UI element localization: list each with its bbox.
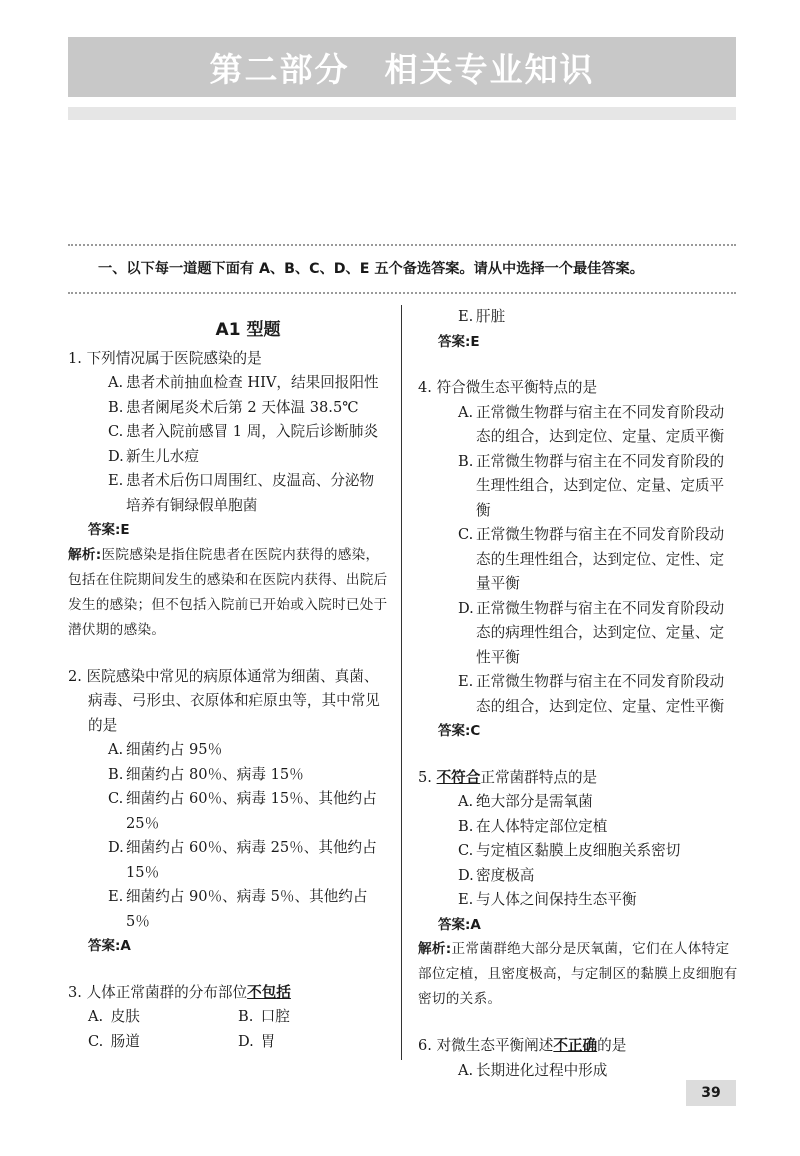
options-row (68, 1005, 388, 1030)
option-e: E. 正常微生物群与宿主在不同发育阶段动态的组合，达到定位、定量、定性平衡 (458, 673, 725, 715)
option-c: C. 肠道 (88, 1032, 140, 1050)
page-number: 39 (686, 1080, 736, 1106)
option-e: E. 细菌约占 90％、病毒 5％、其他约占 5％ (108, 888, 368, 930)
question-3 (68, 981, 388, 1055)
options-row (68, 1030, 388, 1055)
question-6 (418, 1034, 738, 1083)
option-b: B. 患者阑尾炎术后第 2 天体温 38.5℃ (108, 398, 359, 416)
answer: 答案:E (88, 522, 130, 538)
section-instruction: 一、以下每一道题下面有 A、B、C、D、E 五个备选答案。请从中选择一个最佳答案。 (98, 261, 644, 277)
left-column (68, 312, 388, 1054)
answer: 答案:A (438, 916, 481, 933)
question-stem: 1. 下列情况属于医院感染的是 (68, 349, 262, 367)
column-divider (401, 305, 402, 1060)
question-stem: 6. 对微生态平衡阐述不正确的是 (418, 1037, 627, 1054)
option-b: B. 细菌约占 80％、病毒 15％ (108, 765, 304, 783)
divider-dotted-top (68, 244, 736, 246)
option-a: A. 细菌约占 95％ (108, 741, 223, 758)
question-4 (418, 376, 738, 744)
option-e: E. 与人体之间保持生态平衡 (458, 891, 637, 908)
option-e: E. 肝脏 (458, 308, 506, 325)
option-c: C. 正常微生物群与宿主在不同发育阶段动态的生理性组合，达到定位、定性、定量平衡 (458, 526, 725, 592)
question-stem: 3. 人体正常菌群的分布部位不包括 (68, 983, 291, 1001)
analysis: 解析:正常菌群绝大部分是厌氧菌，它们在人体特定部位定植，且密度极高，与定制区的黏膜上皮细胞有密切的关系。 (418, 941, 738, 1007)
chapter-title-bar (68, 37, 736, 97)
option-a: A. 正常微生物群与宿主在不同发育阶段动态的组合，达到定位、定量、定质平衡 (458, 403, 725, 445)
question-stem: 5. 不符合正常菌群特点的是 (418, 768, 598, 786)
divider-dotted-bottom (68, 292, 736, 294)
chapter-title: 第二部分 相关专业知识 (209, 49, 595, 89)
option-c: C. 与定植区黏膜上皮细胞关系密切 (458, 842, 681, 859)
emphasis: 不符合 (436, 768, 481, 786)
question-1 (68, 347, 388, 643)
title-stripe (68, 107, 736, 120)
emphasis: 不正确 (553, 1037, 598, 1054)
option-d: D. 新生儿水痘 (108, 447, 199, 465)
section-heading: A1 型题 (215, 320, 281, 340)
question-3-continued (418, 305, 738, 354)
option-b: B. 口腔 (238, 1008, 290, 1025)
question-stem: 2. 医院感染中常见的病原体通常为细菌、真菌、病毒、弓形虫、衣原体和疟原虫等，其中常见的是 (68, 667, 380, 734)
option-e: E. 患者术后伤口周围红、皮温高、分泌物培养有铜绿假单胞菌 (108, 472, 375, 514)
answer: 答案:C (438, 723, 481, 739)
option-a: A. 皮肤 (88, 1008, 140, 1025)
option-b: B. 正常微生物群与宿主在不同发育阶段的生理性组合，达到定位、定量、定质平衡 (458, 452, 725, 519)
analysis: 解析:医院感染是指住院患者在医院内获得的感染，包括在住院期间发生的感染和在医院内获得、出院后发生的感染；但不包括入院前已开始或入院时已处于潜伏期的感染。 (68, 546, 388, 638)
question-2 (68, 665, 388, 959)
option-a: A. 患者术前抽血检查 HIV，结果回报阳性 (108, 374, 379, 391)
option-d: D. 细菌约占 60％、病毒 25％、其他约占 15％ (108, 839, 377, 881)
option-d: D. 正常微生物群与宿主在不同发育阶段动态的病理性组合，达到定位、定量、定性平衡 (458, 599, 725, 666)
right-column (418, 305, 738, 1083)
option-c: C. 细菌约占 60％、病毒 15％、其他约占 25％ (108, 790, 377, 832)
option-c: C. 患者入院前感冒 1 周，入院后诊断肺炎 (108, 423, 379, 440)
emphasis: 不包括 (247, 983, 291, 1001)
option-a: A. 绝大部分是需氧菌 (458, 793, 593, 810)
option-a: A. 长期进化过程中形成 (458, 1061, 608, 1079)
answer: 答案:E (438, 333, 480, 350)
answer: 答案:A (88, 938, 131, 954)
option-d: D. 胃 (238, 1032, 276, 1050)
option-b: B. 在人体特定部位定植 (458, 817, 608, 835)
question-stem: 4. 符合微生态平衡特点的是 (418, 379, 598, 396)
question-5 (418, 766, 738, 1013)
option-d: D. 密度极高 (458, 866, 535, 884)
